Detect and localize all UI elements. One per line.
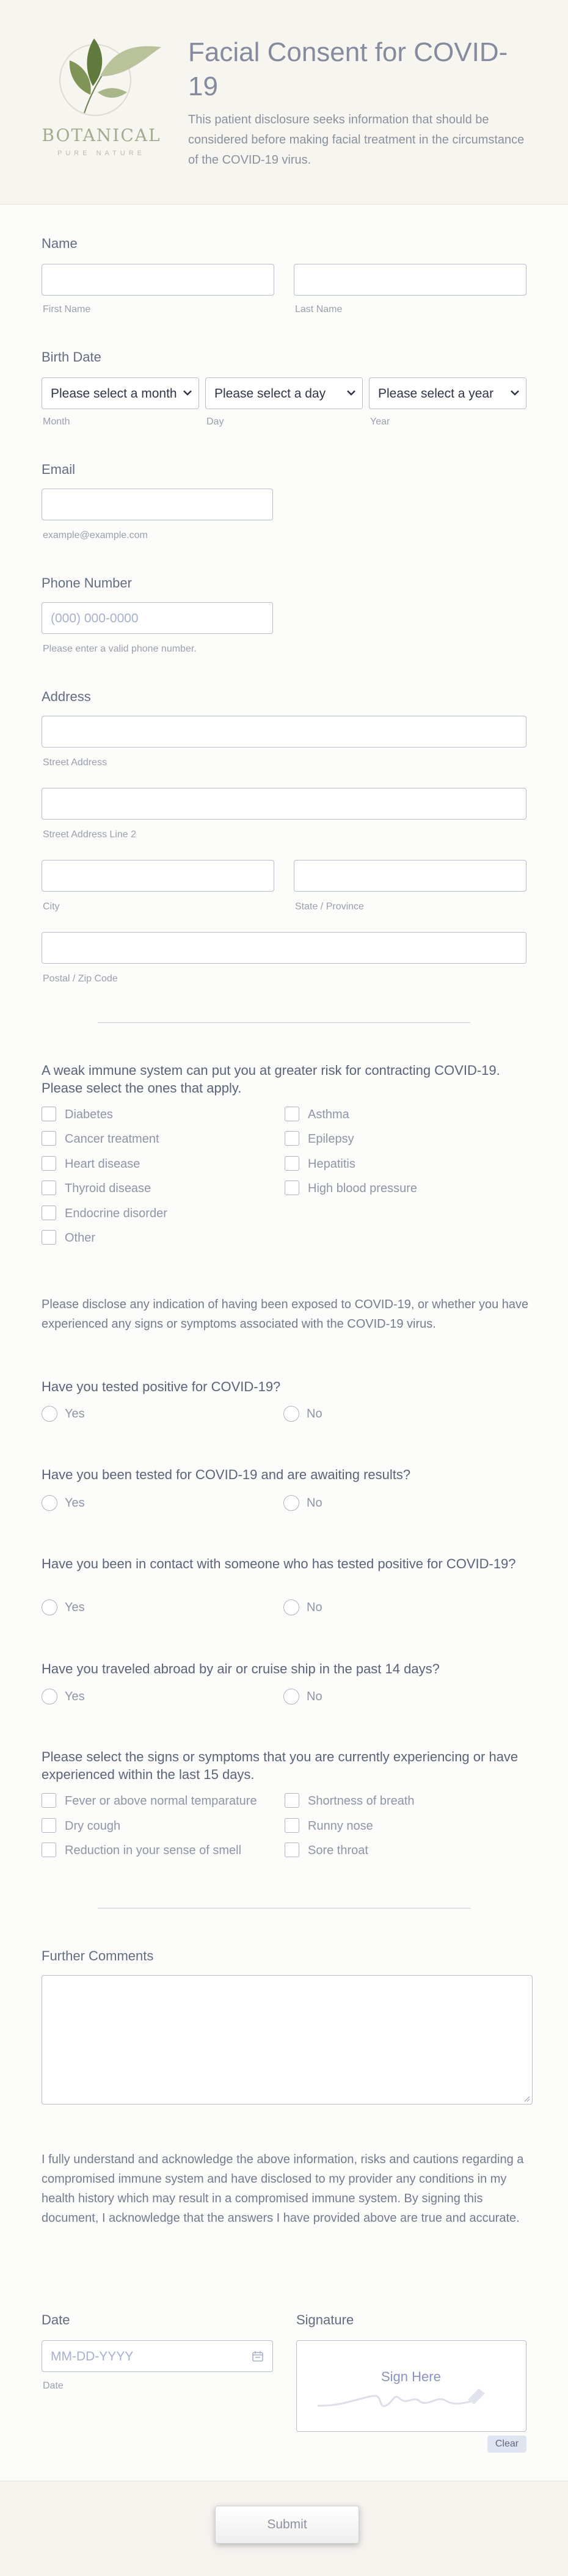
name-label: Name bbox=[42, 236, 78, 251]
checkbox[interactable] bbox=[285, 1793, 299, 1808]
logo-brand-name: BOTANICAL bbox=[42, 125, 161, 145]
resize-handle-icon[interactable] bbox=[523, 2095, 530, 2102]
street-address-line2-input[interactable] bbox=[42, 788, 526, 820]
signature-pad[interactable] bbox=[296, 2340, 526, 2432]
street-address-input[interactable] bbox=[42, 716, 526, 748]
option-label: Thyroid disease bbox=[65, 1182, 151, 1195]
state-sublabel: State / Province bbox=[295, 901, 364, 912]
option-label: No bbox=[307, 1496, 322, 1510]
radio-button[interactable] bbox=[283, 1599, 299, 1615]
option-label: Endocrine disorder bbox=[65, 1207, 167, 1220]
checkbox[interactable] bbox=[285, 1181, 299, 1195]
street-address-sublabel: Street Address bbox=[43, 757, 107, 768]
radio-button[interactable] bbox=[42, 1495, 57, 1511]
email-sublabel: example@example.com bbox=[43, 530, 148, 540]
option-label: Runny nose bbox=[308, 1819, 373, 1833]
checkbox[interactable] bbox=[42, 1843, 56, 1857]
street-address-line2-sublabel: Street Address Line 2 bbox=[43, 829, 136, 840]
q-awaiting-results: Have you been tested for COVID-19 and are awaiting results? bbox=[42, 1467, 411, 1482]
option-label: Other bbox=[65, 1231, 96, 1245]
city-sublabel: City bbox=[43, 901, 60, 912]
date-placeholder: MM-DD-YYYY bbox=[51, 2349, 134, 2363]
birth-day-select[interactable] bbox=[205, 377, 363, 409]
checkbox[interactable] bbox=[285, 1131, 299, 1146]
checkbox[interactable] bbox=[285, 1843, 299, 1857]
option-label: Hepatitis bbox=[308, 1157, 355, 1171]
birth-year-sublabel: Year bbox=[370, 417, 390, 427]
date-label: Date bbox=[42, 2312, 70, 2327]
option-label: Yes bbox=[65, 1407, 85, 1421]
option-label: No bbox=[307, 1601, 322, 1614]
birth-day-value: Please select a day bbox=[214, 387, 326, 401]
radio-button[interactable] bbox=[283, 1406, 299, 1422]
birth-date-label: Birth Date bbox=[42, 349, 101, 365]
checkbox[interactable] bbox=[285, 1107, 299, 1121]
form-footer bbox=[0, 2481, 568, 2576]
option-label: Yes bbox=[65, 1690, 85, 1703]
birth-month-select[interactable] bbox=[42, 377, 199, 409]
option-label: Sore throat bbox=[308, 1844, 368, 1857]
checkbox[interactable] bbox=[42, 1156, 56, 1171]
form-subtitle: This patient disclosure seeks information that should be considered before making facial treatment in the circumstance of the COVID-19 virus. bbox=[188, 113, 525, 167]
option-label: Epilepsy bbox=[308, 1132, 354, 1146]
option-label: No bbox=[307, 1690, 322, 1703]
radio-button[interactable] bbox=[42, 1689, 57, 1705]
signature-hint: Sign Here bbox=[381, 2369, 441, 2384]
logo-tagline: PURE NATURE bbox=[57, 150, 146, 157]
phone-placeholder: (000) 000-0000 bbox=[51, 611, 139, 625]
q-tested-positive: Have you tested positive for COVID-19? bbox=[42, 1379, 281, 1394]
option-label: Reduction in your sense of smell bbox=[65, 1844, 242, 1857]
date-sublabel: Date bbox=[43, 2381, 64, 2391]
immune-question: A weak immune system can put you at greater risk for contracting COVID-19. Please select the ones that apply. bbox=[42, 1063, 500, 1096]
phone-sublabel: Please enter a valid phone number. bbox=[43, 644, 197, 654]
chevron-down-icon bbox=[505, 378, 526, 409]
last-name-input[interactable] bbox=[294, 264, 526, 296]
first-name-input[interactable] bbox=[42, 264, 274, 296]
checkbox[interactable] bbox=[42, 1181, 56, 1195]
state-input[interactable] bbox=[294, 860, 526, 892]
acknowledgement-text: I fully understand and acknowledge the above information, risks and cautions regarding a compromised immune system and have disclosed to my provider any conditions in my health history which may result in a compromised immune system. By signing this document, I acknowledge that the answers I have provided above are true and accurate. bbox=[42, 2153, 524, 2225]
checkbox[interactable] bbox=[42, 1230, 56, 1245]
form-header bbox=[0, 0, 568, 205]
signature-label: Signature bbox=[296, 2312, 354, 2327]
option-label: Asthma bbox=[308, 1108, 349, 1121]
birth-day-sublabel: Day bbox=[206, 417, 224, 427]
calendar-icon[interactable] bbox=[252, 2350, 264, 2362]
clear-signature-button[interactable]: Clear bbox=[487, 2436, 526, 2453]
comments-label: Further Comments bbox=[42, 1948, 154, 1963]
q-contact-positive: Have you been in contact with someone who has tested positive for COVID-19? bbox=[42, 1556, 516, 1571]
option-label: Yes bbox=[65, 1601, 85, 1614]
option-label: Yes bbox=[65, 1496, 85, 1510]
phone-label: Phone Number bbox=[42, 575, 132, 591]
last-name-sublabel: Last Name bbox=[295, 304, 343, 315]
option-label: Fever or above normal temparature bbox=[65, 1794, 257, 1808]
option-label: Shortness of breath bbox=[308, 1794, 415, 1808]
email-label: Email bbox=[42, 462, 76, 477]
checkbox[interactable] bbox=[285, 1156, 299, 1171]
first-name-sublabel: First Name bbox=[43, 304, 91, 315]
chevron-down-icon bbox=[341, 378, 362, 409]
comments-textarea[interactable] bbox=[42, 1975, 533, 2105]
option-label: Cancer treatment bbox=[65, 1132, 159, 1146]
submit-button[interactable]: Submit bbox=[215, 2506, 359, 2544]
section-divider bbox=[98, 1022, 470, 1023]
checkbox[interactable] bbox=[42, 1793, 56, 1808]
checkbox[interactable] bbox=[285, 1818, 299, 1833]
option-label: Dry cough bbox=[65, 1819, 121, 1833]
symptoms-question: Please select the signs or symptoms that you are currently experiencing or have experienced within the last 15 days. bbox=[42, 1749, 519, 1782]
option-label: Diabetes bbox=[65, 1108, 113, 1121]
birth-year-select[interactable] bbox=[369, 377, 526, 409]
chevron-down-icon bbox=[178, 378, 198, 409]
radio-button[interactable] bbox=[283, 1495, 299, 1511]
option-label: Heart disease bbox=[65, 1157, 140, 1171]
option-label: High blood pressure bbox=[308, 1182, 417, 1195]
form-title: Facial Consent for COVID-19 bbox=[188, 37, 508, 101]
zip-sublabel: Postal / Zip Code bbox=[43, 973, 118, 984]
city-input[interactable] bbox=[42, 860, 274, 892]
radio-button[interactable] bbox=[283, 1689, 299, 1705]
phone-input[interactable] bbox=[42, 602, 273, 634]
date-input[interactable] bbox=[42, 2340, 273, 2372]
botanical-logo bbox=[42, 34, 161, 168]
radio-button[interactable] bbox=[42, 1406, 57, 1422]
birth-month-sublabel: Month bbox=[43, 417, 70, 427]
option-label: No bbox=[307, 1407, 322, 1421]
radio-button[interactable] bbox=[42, 1599, 57, 1615]
checkbox[interactable] bbox=[42, 1107, 56, 1121]
leaf-icon bbox=[42, 34, 161, 125]
q-traveled-abroad: Have you traveled abroad by air or cruise ship in the past 14 days? bbox=[42, 1661, 440, 1676]
checkbox[interactable] bbox=[42, 1206, 56, 1220]
email-field[interactable] bbox=[42, 489, 273, 520]
birth-month-value: Please select a month bbox=[51, 387, 177, 401]
zip-input[interactable] bbox=[42, 932, 526, 964]
address-label: Address bbox=[42, 689, 91, 704]
checkbox[interactable] bbox=[42, 1818, 56, 1833]
checkbox[interactable] bbox=[42, 1131, 56, 1146]
birth-year-value: Please select a year bbox=[378, 387, 494, 401]
disclosure-text: Please disclose any indication of having been exposed to COVID-19, or whether you have experienced any signs or symptoms associated with the COVID-19 virus. bbox=[42, 1298, 529, 1331]
